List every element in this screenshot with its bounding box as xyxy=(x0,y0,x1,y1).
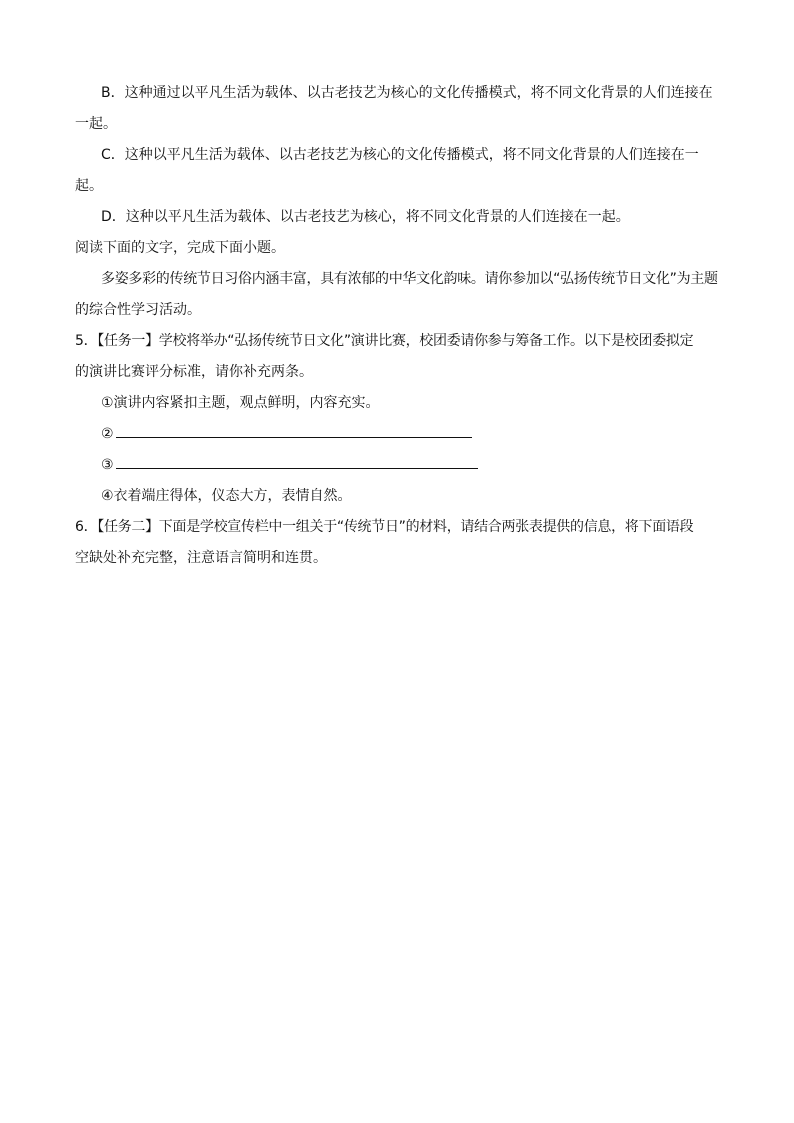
question-5-line-2: 的演讲比赛评分标准，请你补充两条。 xyxy=(75,364,313,380)
question-5-line-1: 5．【任务一】学校将举办“弘扬传统节日文化”演讲比赛，校团委请你参与筹备工作。以下是校团委拟定 xyxy=(75,333,694,349)
criterion-3-answer-blank[interactable] xyxy=(116,454,478,469)
criterion-1: ①演讲内容紧扣主题，观点鲜明，内容充实。 xyxy=(101,395,380,411)
reading-intro-line-1: 多姿多彩的传统节日习俗内涵丰富，具有浓郁的中华文化韵味。请你参加以“弘扬传统节日文化”为主题 xyxy=(101,271,718,287)
criterion-2-answer-blank[interactable] xyxy=(116,423,472,438)
criterion-2-marker: ② xyxy=(101,426,114,442)
criterion-3 xyxy=(75,450,755,481)
reading-intro-line-2: 的综合性学习活动。 xyxy=(75,302,201,318)
question-6-line-2: 空缺处补充完整，注意语言简明和连贯。 xyxy=(75,550,327,566)
option-c-line-1: C．这种以平凡生活为载体、以古老技艺为核心的文化传播模式，将不同文化背景的人们连接在一 xyxy=(101,147,699,163)
document-page xyxy=(75,78,755,574)
criterion-2 xyxy=(75,419,755,450)
option-c-line-2: 起。 xyxy=(75,178,103,194)
reading-instruction: 阅读下面的文字，完成下面小题。 xyxy=(75,240,285,256)
question-6-line-1: 6．【任务二】下面是学校宣传栏中一组关于“传统节日”的材料，请结合两张表提供的信息，将下面语段 xyxy=(75,519,694,535)
option-b-line-1: B．这种通过以平凡生活为载体、以古老技艺为核心的文化传播模式，将不同文化背景的人们连接在 xyxy=(101,85,713,101)
criterion-3-marker: ③ xyxy=(101,457,114,473)
option-d-line-1: D．这种以平凡生活为载体、以古老技艺为核心，将不同文化背景的人们连接在一起。 xyxy=(101,209,630,225)
criterion-4: ④衣着端庄得体，仪态大方，表情自然。 xyxy=(101,488,352,504)
option-b-line-2: 一起。 xyxy=(75,116,117,132)
